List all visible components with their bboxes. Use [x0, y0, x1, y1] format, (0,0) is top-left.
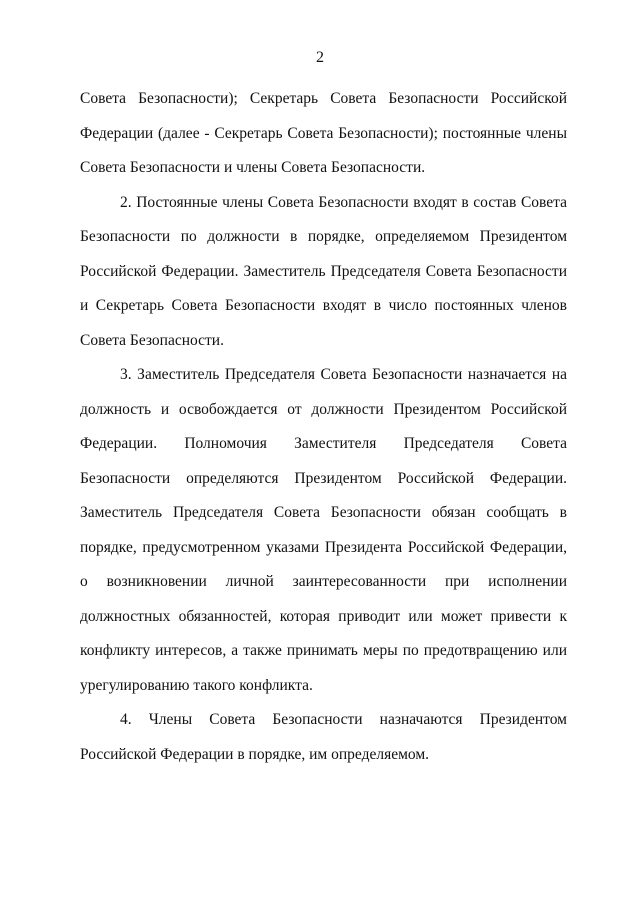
- page-number: 2: [316, 49, 324, 66]
- paragraph-item-4: 4. Члены Совета Безопасности назначаются Президентом Российской Федерации в порядке, им определяемом.: [80, 711, 567, 763]
- paragraph-item-3: 3. Заместитель Председателя Совета Безопасности назначается на должность и освобождается от должности Президентом Российской Федерации. Полномочия Заместителя Председателя Совета Безопасности определяются Президентом Российской Федерации. Заместитель Председателя Совета Безопасности обязан сообщать в порядке, предусмотренном указами Президента Российской Федерации, о возникновении личной заинтересованности при исполнении должностных обязанностей, которая приводит или может привести к конфликту интересов, а также принимать меры по предотвращению или урегулированию такого конфликта.: [80, 366, 567, 694]
- document-body: [80, 82, 567, 772]
- paragraph-item-2: 2. Постоянные члены Совета Безопасности входят в состав Совета Безопасности по должности в порядке, определяемом Президентом Российской Федерации. Заместитель Председателя Совета Безопасности и Секретарь Совета Безопасности входят в число постоянных членов Совета Безопасности.: [80, 193, 567, 349]
- paragraph-continuation: Совета Безопасности); Секретарь Совета Безопасности Российской Федерации (далее - Секретарь Совета Безопасности); постоянные члены Совета Безопасности и члены Совета Безопасности.: [80, 90, 567, 176]
